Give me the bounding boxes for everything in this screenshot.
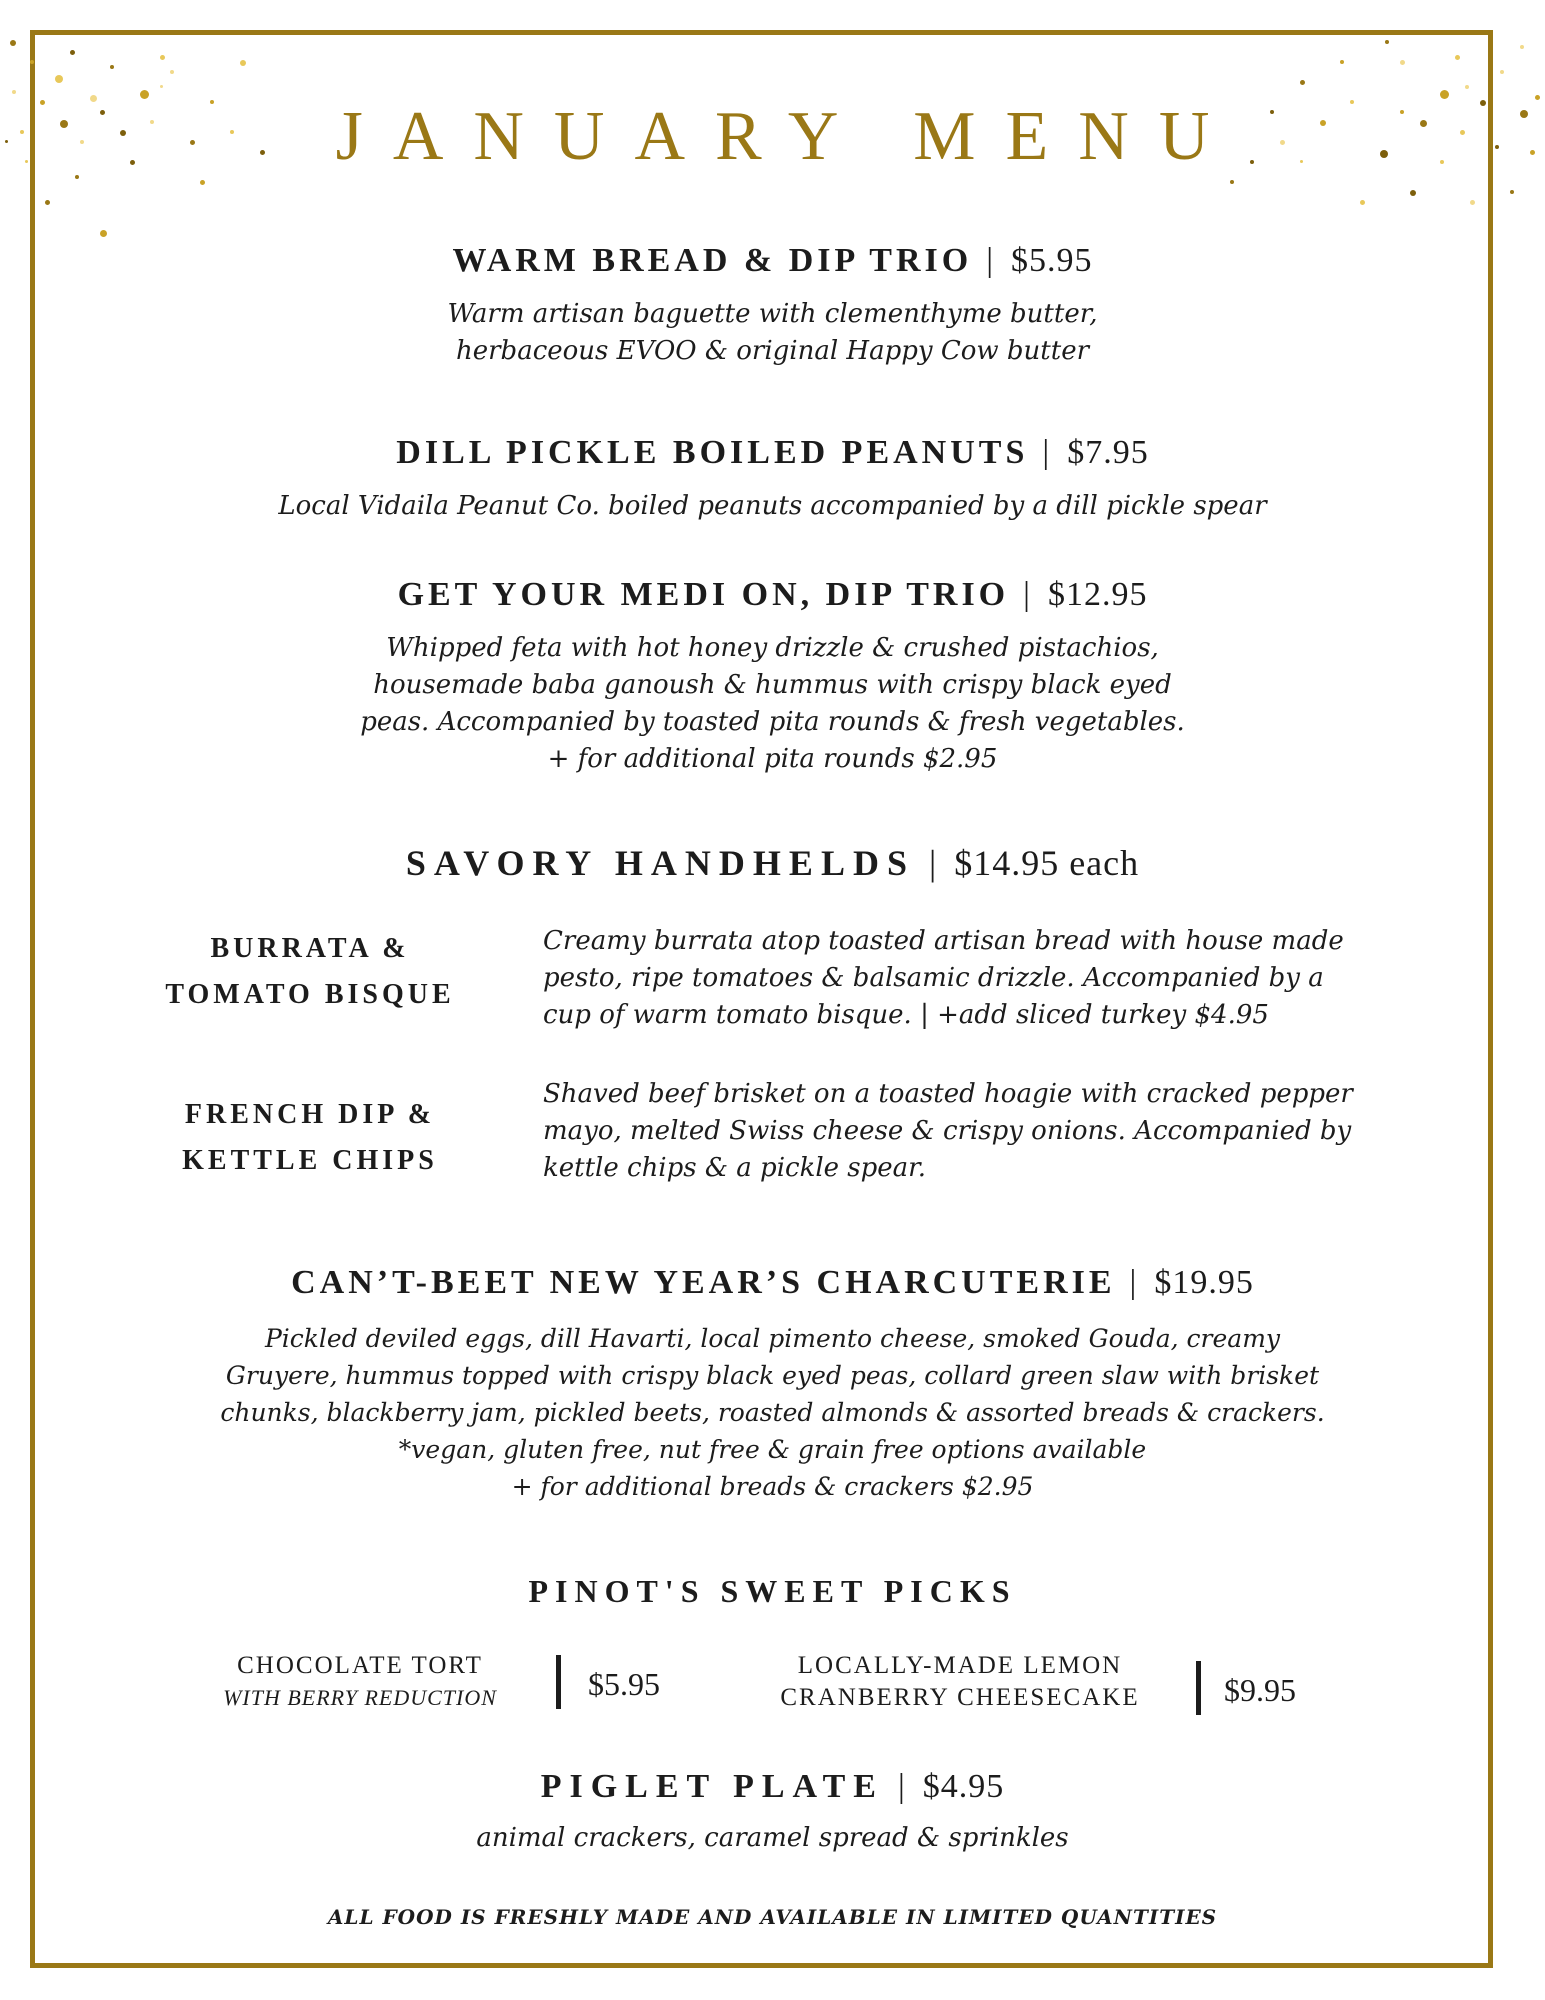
menu-item-medi-dip	[0, 578, 1545, 778]
confetti-dot	[1470, 200, 1475, 205]
item-price: $12.95	[1047, 576, 1148, 613]
confetti-dot	[1465, 85, 1469, 89]
item-name: GET YOUR MEDI ON, DIP TRIO	[397, 576, 1010, 613]
item-price: $5.95	[1011, 242, 1093, 279]
confetti-dot	[12, 90, 16, 94]
price-bar	[556, 1655, 561, 1709]
confetti-dot	[160, 85, 163, 88]
dessert-cheesecake: LOCALLY-MADE LEMON CRANBERRY CHEESECAKE	[780, 1652, 1140, 1711]
price-separator: |	[1023, 576, 1030, 613]
dessert-chocolate-tort: CHOCOLATE TORT WITH BERRY REDUCTION	[223, 1652, 497, 1710]
confetti-dot	[75, 175, 79, 179]
confetti-dot	[170, 70, 174, 74]
price-separator: |	[1129, 1264, 1137, 1301]
dessert-price: $9.95	[1224, 1672, 1296, 1708]
confetti-dot	[55, 75, 63, 83]
item-description: Whipped feta with hot honey drizzle & crushed pistachios, housemade baba ganoush & hummus with crispy black eyed peas. Accompanied by toasted pita rounds & fresh vegetables. + for additional pita rounds $2.95	[360, 633, 1185, 774]
confetti-dot	[45, 200, 50, 205]
confetti-dot	[110, 65, 114, 69]
handheld-name-burrata: BURRATA & TOMATO BISQUE	[165, 933, 455, 1010]
item-name: CAN’T-BEET NEW YEAR’S CHARCUTERIE	[291, 1264, 1116, 1301]
item-description: Pickled deviled eggs, dill Havarti, local pimento cheese, smoked Gouda, creamy Gruyere, hummus topped with crispy black eyed peas, collard green slaw with brisket chunks, blackberry jam, pickled beets, roasted almonds & assorted breads & crackers. *vegan, gluten free, nut free & grain free options available + for additional breads & crackers $2.95	[220, 1324, 1325, 1501]
confetti-dot	[1385, 40, 1389, 44]
confetti-dot	[100, 230, 107, 237]
confetti-dot	[1455, 55, 1460, 60]
confetti-dot	[1400, 60, 1405, 65]
confetti-dot	[140, 90, 149, 99]
item-name: WARM BREAD & DIP TRIO	[452, 242, 973, 279]
menu-item-piglet-plate	[0, 1770, 1545, 1857]
price-bar	[1196, 1661, 1201, 1715]
price-separator: |	[986, 242, 994, 279]
item-price: $19.95	[1154, 1264, 1254, 1301]
item-price: $4.95	[922, 1768, 1005, 1805]
item-name: PIGLET PLATE	[540, 1768, 884, 1805]
confetti-dot	[1340, 60, 1344, 64]
confetti-dot	[1300, 80, 1305, 85]
section-savory-handhelds	[0, 845, 1545, 881]
item-description: Local Vidaila Peanut Co. boiled peanuts accompanied by a dill pickle spear	[278, 491, 1267, 521]
confetti-dot	[70, 50, 75, 55]
confetti-dot	[1520, 45, 1524, 49]
confetti-dot	[30, 60, 34, 64]
menu-item-boiled-peanuts	[0, 436, 1545, 525]
handheld-name-french-dip: FRENCH DIP & KETTLE CHIPS	[182, 1099, 438, 1176]
section-name: PINOT'S SWEET PICKS	[528, 1573, 1017, 1609]
item-price: $7.95	[1067, 434, 1149, 471]
item-description: Warm artisan baguette with clementhyme butter, herbaceous EVOO & original Happy Cow butter	[447, 299, 1098, 366]
confetti-dot	[200, 180, 205, 185]
confetti-dot	[1500, 70, 1504, 74]
confetti-dot	[240, 60, 246, 66]
item-description: animal crackers, caramel spread & sprinkles	[476, 1823, 1069, 1853]
dessert-price: $5.95	[588, 1666, 660, 1702]
price-separator: |	[928, 843, 937, 883]
confetti-dot	[1440, 90, 1449, 99]
confetti-dot	[1230, 180, 1234, 184]
handheld-description-french-dip: Shaved beef brisket on a toasted hoagie with cracked pepper mayo, melted Swiss cheese & crispy onions. Accompanied by kettle chips & a pickle spear.	[543, 1079, 1353, 1183]
confetti-dot	[1510, 190, 1514, 194]
confetti-dot	[1360, 200, 1365, 205]
price-separator: |	[1042, 434, 1050, 471]
menu-item-charcuterie	[0, 1266, 1545, 1505]
footer-note: ALL FOOD IS FRESHLY MADE AND AVAILABLE IN LIMITED QUANTITIES	[327, 1905, 1218, 1929]
price-separator: |	[897, 1768, 905, 1805]
menu-title: JANUARY MENU	[335, 98, 1240, 175]
menu-item-bread-dip	[0, 244, 1545, 370]
confetti-dot	[160, 55, 165, 60]
section-sweet-picks	[0, 1575, 1545, 1607]
section-name: SAVORY HANDHELDS	[405, 843, 915, 883]
confetti-dot	[1535, 95, 1540, 100]
section-price: $14.95 each	[954, 843, 1140, 883]
confetti-dot	[10, 40, 16, 46]
handheld-description-burrata: Creamy burrata atop toasted artisan bread with house made pesto, ripe tomatoes & balsamic drizzle. Accompanied by a cup of warm tomato bisque. | +add sliced turkey $4.95	[543, 926, 1344, 1030]
item-name: DILL PICKLE BOILED PEANUTS	[396, 434, 1029, 471]
confetti-dot	[90, 95, 97, 102]
confetti-dot	[1410, 190, 1416, 196]
